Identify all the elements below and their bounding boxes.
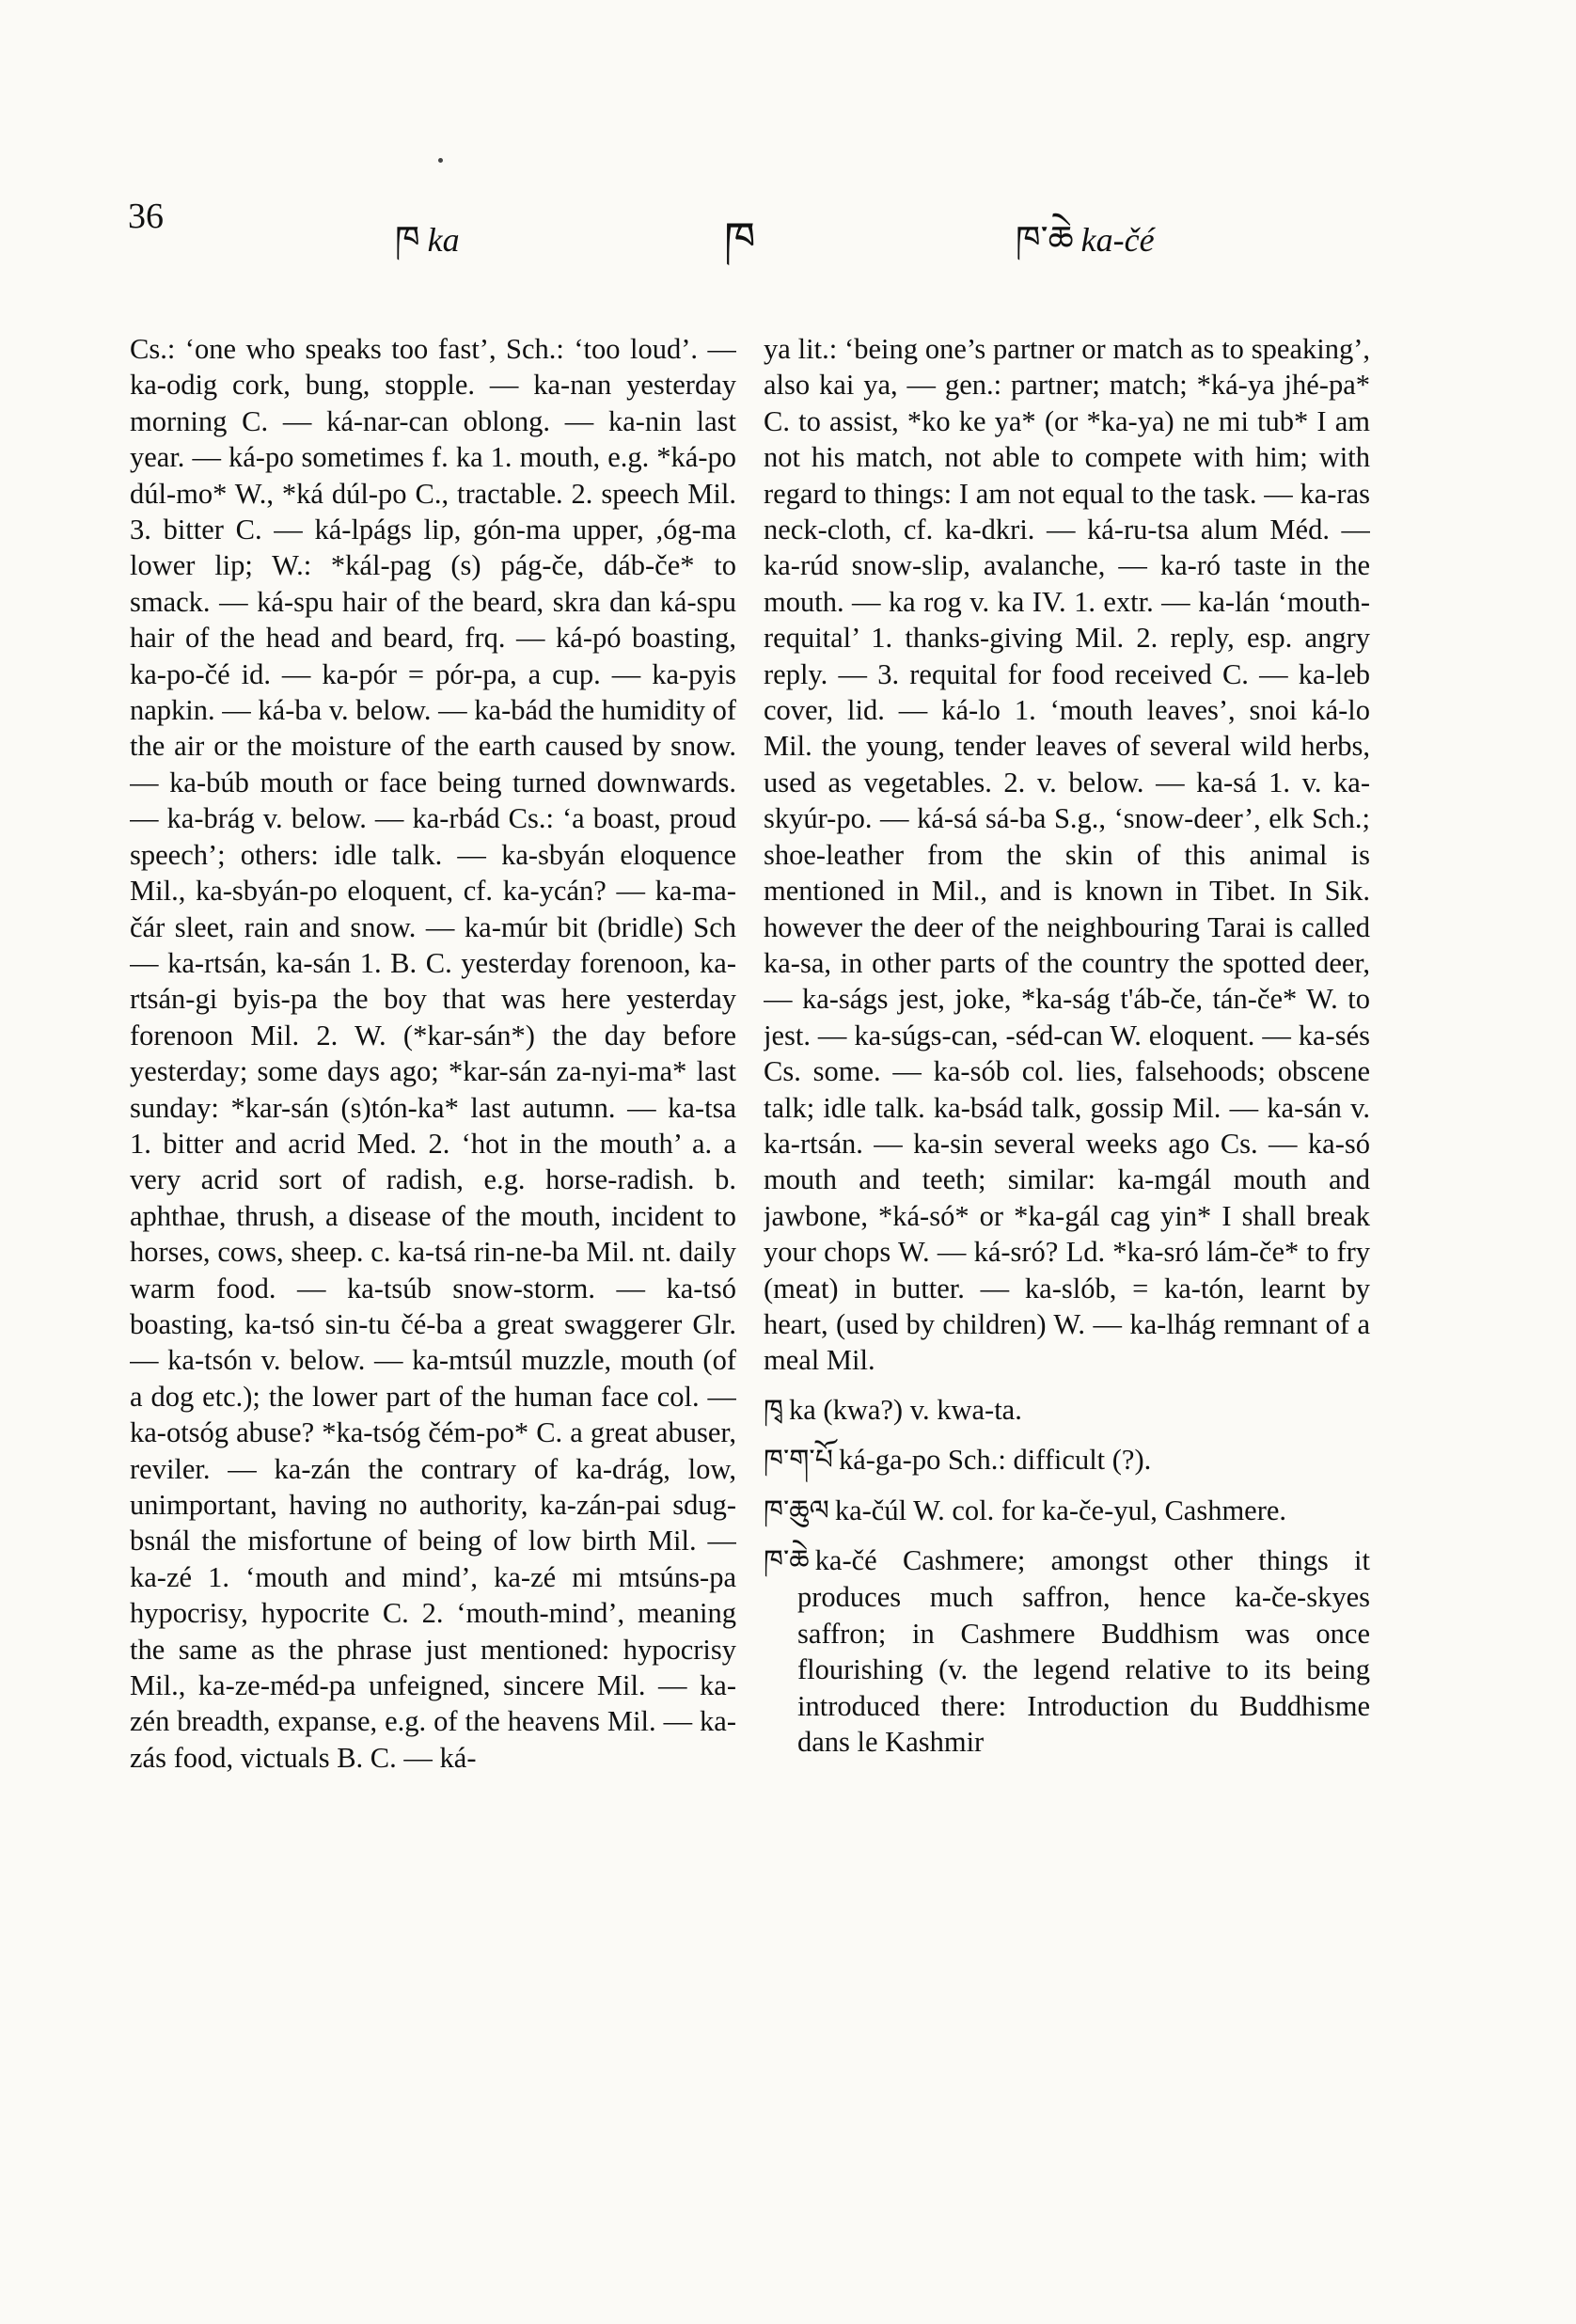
entry-ka-ga-po [764,1442,1370,1478]
entry-tibetan: ཁྭ [764,1393,783,1427]
right-headword-latin: ka-čé [1080,221,1155,259]
center-letter: ཁ [724,213,756,265]
right-column-text: ya lit.: ‘being one’s partner or match as to speaking’, also kai ya, — gen.: partner; match; *ká-ya jhé-pa* C. to assist, *ko ke ya* (or *ka-ya) ne mi tub* I am not his match, not able to compete with him; with regard to things: I am not equal to the task. — ka-ras neck-cloth, cf. ka-dkri. — ká-ru-tsa alum Méd. — ka-rúd snow-slip, avalanche, — ka-ró taste in the mouth. — ka rog v. ka IV. 1. extr. — ka-lán ‘mouth-requital’ 1. thanks-giving Mil. 2. reply, esp. angry reply. — 3. requital for food received C. — ka-leb cover, lid. — ká-lo 1. ‘mouth leaves’, snoi ká-lo Mil. the young, tender leaves of several wild herbs, used as vegetables. 2. v. below. — ka-sá 1. v. ka-skyúr-po. — ká-sá sá-ba S.g., ‘snow-deer’, elk Sch.; shoe-leather from the skin of this animal is mentioned in Mil., and is known in Tibet. In Sik. however the deer of the neighbouring Tarai is called ka-sa, in other parts of the country the spotted deer, — ka-ságs jest, joke, *ka-ság t'áb-če, tán-če* W. to jest. — ka-súgs-can, -séd-can W. eloquent. — ka-sés Cs. some. — ka-sób col. lies, falsehoods; obscene talk; idle talk. ka-bsád talk, gossip Mil. — ka-sán v. ka-rtsán. — ka-sin several weeks ago Cs. — ka-só mouth and teeth; similar: ka-mgál mouth and jawbone, *ká-só* or *ka-gál cag yin* I shall break your chops W. — ká-sró? Ld. *ka-sró lám-če* to fry (meat) in butter. — ka-slób, = ka-tón, learnt by heart, (used by children) W. — ka-lhág remnant of a meal Mil. [764,333,1370,1377]
entry-ka-ce [764,1542,1370,1760]
right-column [764,331,1370,2269]
entry-text: ka-čúl W. col. for ka-če-yul, Cashmere. [834,1494,1287,1526]
entry-text: ka (kwa?) v. kwa-ta. [789,1393,1022,1426]
running-header [0,188,1576,273]
right-headword-tibetan: ཁ་ཆེ [1016,218,1074,260]
entry-kwa [764,1392,1370,1429]
right-headword [1016,199,1155,300]
left-headword-latin: ka [427,221,460,259]
entry-text: ka-čé Cashmere; amongst other things it produces much saffron, hence ka-če-skyes saffron; in Cashmere Buddhism was once flourishing (v. the legend relative to its being introduced there: Introduction du Buddhisme dans le Kashmir [797,1544,1370,1759]
page-number: 36 [128,197,164,236]
left-column-text: Cs.: ‘one who speaks too fast’, Sch.: ‘too loud’. — ka-odig cork, bung, stopple. — ka-nan yesterday morning C. — ká-nar-can oblong. — ka-nin last year. — ká-po sometimes f. ka 1. mouth, e.g. *ká-po dúl-mo* W., *ká dúl-po C., tractable. 2. speech Mil. 3. bitter C. — ká-lpágs lip, gón-ma upper, ,óg-ma lower lip; W.: *kál-pag (s) pág-če, dáb-če* to smack. — ká-spu hair of the beard, skra dan ká-spu hair of the head and beard, frq. — ká-pó boasting, ka-po-čé id. — ka-pór = pór-pa, a cup. — ka-pyis napkin. — ká-ba v. below. — ka-bád the humidity of the air or the moisture of the earth caused by snow. — ka-búb mouth or face being turned downwards. — ka-brág v. below. — ka-rbád Cs.: ‘a boast, proud speech’; others: idle talk. — ka-sbyán eloquence Mil., ka-sbyán-po eloquent, cf. ka-ycán? — ka-ma-čár sleet, rain and snow. — ka-múr bit (bridle) Sch — ka-rtsán, ka-sán 1. B. C. yesterday forenoon, ka-rtsán-gi byis-pa the boy that was here yesterday forenoon Mil. 2. W. (*kar-sán*) the day before yesterday; some days ago; *kar-sán za-nyi-ma* last sunday: *kar-sán (s)tón-ka* last autumn. — ka-tsa 1. bitter and acrid Med. 2. ‘hot in the mouth’ a. a very acrid sort of radish, e.g. horse-radish. b. aphthae, thrush, a disease of the mouth, incident to horses, cows, sheep. c. ka-tsá rin-ne-ba Mil. nt. daily warm food. — ka-tsúb snow-storm. — ka-tsó boasting, ka-tsó sin-tu čé-ba a great swaggerer Glr. — ka-tsón v. below. — ka-mtsúl muzzle, mouth (of a dog etc.); the lower part of the human face col. — ka-otsóg abuse? *ka-tsóg čém-po* C. a great abuser, reviler. — ka-zán the contrary of ka-drág, low, unimportant, having no authority, ka-zán-pai sdug-bsnál the misfortune of being of low birth Mil. — ka-zé 1. ‘mouth and mind’, ka-zé mi mtsúns-pa hypocrisy, hypocrite C. 2. ‘mouth-mind’, meaning the same as the phrase just mentioned: hypocrisy Mil., ka-ze-méd-pa unfeigned, sincere Mil. — ka-zén breadth, expanse, e.g. of the heavens Mil. — ka-zás food, victuals B. C. — ká- [130,333,736,1774]
speck [438,158,443,163]
left-headword-tibetan: ཁ [395,218,420,260]
entry-tibetan: ཁ་ཆེ [764,1544,810,1577]
entry-tibetan: ཁ་ཆུལ [764,1494,829,1527]
entry-text: ká-ga-po Sch.: difficult (?). [838,1444,1152,1477]
left-headword [395,199,460,300]
left-column [130,331,736,2269]
entry-ka-cul [764,1493,1370,1529]
entry-tibetan: ཁ་ག་པོ [764,1444,833,1478]
